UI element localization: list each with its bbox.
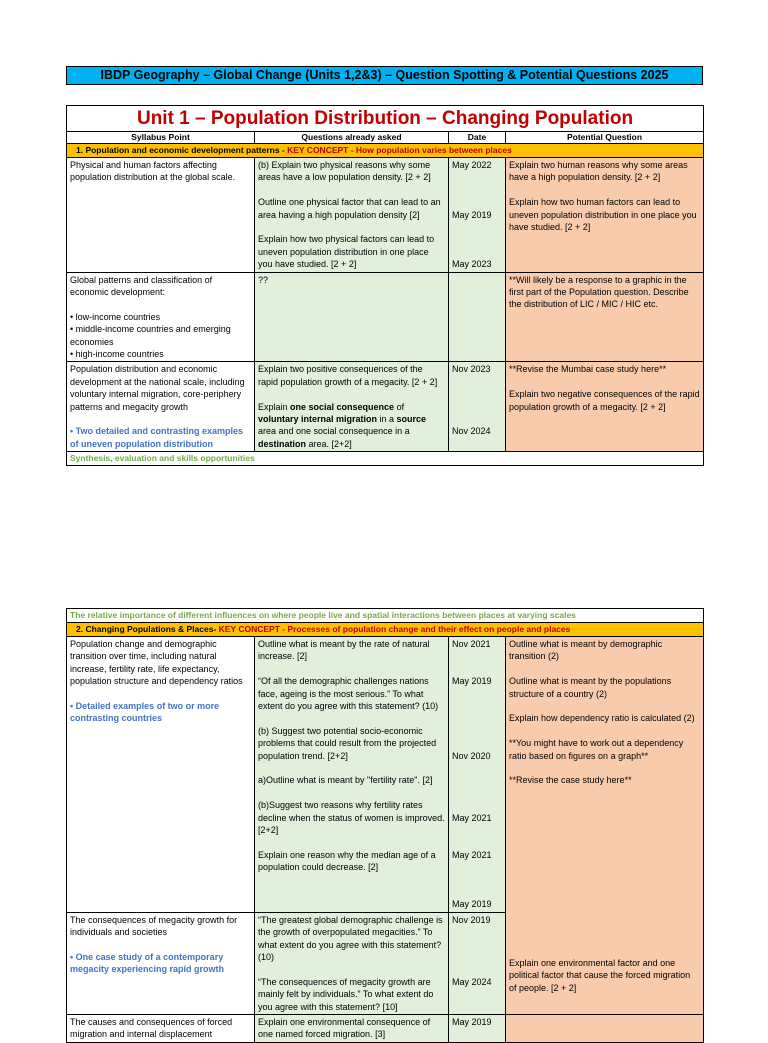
date-cell — [449, 158, 506, 273]
syllabus-point: The causes and consequences of forced migration and internal displacement — [67, 1015, 255, 1043]
date: May 2019 — [452, 209, 492, 220]
date-cell — [449, 637, 506, 913]
questions-cell — [255, 272, 449, 362]
table-row — [67, 1015, 704, 1043]
syllabus-point — [67, 912, 255, 1014]
date: May 2021 — [452, 812, 492, 823]
question: (b) Suggest two potential socio-economic problems that could result from the projected population trend. [2+2] — [258, 725, 437, 761]
question: Explain one reason why the median age of a population could decrease. [2] — [258, 849, 436, 873]
potential-question: Explain two human reasons why some areas have a high population density. [2 + 2] — [509, 160, 688, 183]
unit1-table — [66, 105, 704, 466]
potential-cell — [506, 637, 704, 1015]
date-cell — [449, 272, 506, 362]
potential-cell — [506, 158, 704, 273]
case-study-note: • One case study of a contemporary megacity experiencing rapid growth — [70, 952, 225, 975]
potential-question: Explain one environmental factor and one political factor that cause the forced migration of people. [2 + 2] — [509, 957, 691, 993]
question: a)Outline what is meant by "fertility rate". [2] — [258, 775, 433, 786]
questions-cell — [255, 362, 449, 452]
key-concept: KEY CONCEPT - Processes of population change and their effect on people and places — [218, 624, 571, 634]
header-syllabus: Syllabus Point — [67, 132, 255, 144]
unit1-concept-row — [67, 144, 704, 158]
unit2-intro-row: The relative importance of different influences on where people live and spatial interactions between places at varying scales — [67, 609, 704, 623]
potential-question: **You might have to work out a dependency ratio based on figures on a graph** — [509, 738, 684, 761]
table-row — [67, 637, 704, 913]
bullet: • high-income countries — [70, 349, 164, 360]
concept-label: 1. Population and economic development patterns - — [76, 145, 288, 155]
date: May 2022 — [452, 160, 492, 170]
syllabus-point — [67, 272, 255, 362]
date: Nov 2021 — [452, 639, 491, 649]
table-row — [67, 158, 704, 273]
table-row — [67, 362, 704, 452]
potential-question: **Will likely be a response to a graphic in the first part of the Population question. Describe the distribution of LIC / MIC / HIC etc. — [509, 274, 689, 310]
date: May 2024 — [452, 976, 492, 987]
syllabus-point — [67, 637, 255, 913]
question: Outline what is meant by the rate of natural increase. [2] — [258, 639, 430, 662]
unit1-header-row — [67, 132, 704, 144]
potential-question: Outline what is meant by demographic transition (2) — [509, 639, 663, 662]
questions-cell — [255, 912, 449, 1014]
question: “Of all the demographic challenges nations face, ageing is the most serious.” To what extent do you agree with this statement? (10) — [258, 676, 439, 712]
header-potential: Potential Question — [506, 132, 704, 144]
case-study-note: • Two detailed and contrasting examples of uneven population distribution — [70, 426, 244, 449]
syllabus-text: Population distribution and economic development at the national scale, including voluntary internal migration, core-periphery patterns and megacity growth — [70, 364, 245, 412]
potential-cell — [506, 1015, 704, 1043]
potential-question: Explain how dependency ratio is calculated (2) — [509, 713, 695, 724]
syllabus-text: Population change and demographic transition over time, including natural increase, fertility rate, life expectancy, population structure and dependency ratios — [70, 639, 243, 687]
question: Explain how two physical factors can lead to uneven population distribution in one place you have studied. [2 + 2] — [258, 234, 435, 270]
potential-question: Outline what is meant by the populations structure of a country (2) — [509, 676, 672, 699]
potential-question: **Revise the Mumbai case study here** — [509, 364, 667, 375]
date: May 2019 — [452, 899, 492, 910]
header-questions: Questions already asked — [255, 132, 449, 144]
syllabus-point — [67, 362, 255, 452]
questions-cell — [255, 158, 449, 273]
potential-cell — [506, 362, 704, 452]
date: May 2019 — [452, 676, 492, 687]
document-banner: IBDP Geography – Global Change (Units 1,2&3) – Question Spotting & Potential Questions 2025 — [66, 66, 703, 85]
synthesis-row: Synthesis, evaluation and skills opportunities — [67, 452, 704, 466]
question: (b) Explain two physical reasons why some areas have a low population density. [2 + 2] — [258, 160, 431, 183]
case-study-note: • Detailed examples of two or more contrasting countries — [70, 701, 220, 724]
table-row — [67, 272, 704, 362]
date: Nov 2024 — [452, 426, 491, 437]
question: “The greatest global demographic challenge is the growth of overpopulated megacities.” To what extent do you agree with this statement? (10) — [258, 914, 443, 963]
question: “The consequences of megacity growth are mainly felt by individuals.” To what extent do you agree with this statement? [10] — [258, 976, 434, 1012]
question: (b)Suggest two reasons why fertility rates decline when the status of women is improved. [2+2] — [258, 800, 445, 836]
potential-question: **Revise the case study here** — [509, 775, 632, 786]
date: May 2021 — [452, 849, 492, 860]
potential-question: Explain two negative consequences of the rapid population growth of a megacity. [2 + 2] — [509, 389, 700, 412]
date: Nov 2019 — [452, 914, 491, 925]
date-cell: May 2019 — [449, 1015, 506, 1043]
bullet: • middle-income countries and emerging economies — [70, 324, 231, 347]
header-date: Date — [449, 132, 506, 144]
syllabus-text: Global patterns and classification of economic development: — [70, 274, 213, 298]
key-concept: KEY CONCEPT - How population varies between places — [287, 145, 512, 155]
date: Nov 2023 — [452, 364, 491, 375]
question: Explain one social consequence of voluntary internal migration in a source area and one social consequence in a destination area. [2+2] — [258, 401, 427, 449]
potential-cell — [506, 272, 704, 362]
syllabus-text: The consequences of megacity growth for individuals and societies — [70, 914, 238, 938]
concept-label: 2. Changing Populations & Places- — [76, 624, 219, 634]
unit1-title: Unit 1 – Population Distribution – Changing Population — [67, 106, 704, 132]
questions-cell: Explain one environmental consequence of one named forced migration. [3] — [255, 1015, 449, 1043]
question: Explain two positive consequences of the rapid population growth of a megacity. [2 + 2] — [258, 364, 438, 387]
date-cell — [449, 912, 506, 1014]
questions-cell — [255, 637, 449, 913]
unit2-table — [66, 608, 704, 1043]
date: Nov 2020 — [452, 750, 491, 761]
potential-question: Explain how two human factors can lead to uneven population distribution in one place you have studied. [2 + 2] — [509, 197, 697, 233]
question: ?? — [258, 274, 269, 285]
bullet: • low-income countries — [70, 311, 161, 322]
syllabus-point: Physical and human factors affecting population distribution at the global scale. — [67, 158, 255, 273]
date-cell — [449, 362, 506, 452]
unit2-concept-row — [67, 623, 704, 637]
question: Outline one physical factor that can lead to an area having a high population density [2] — [258, 197, 441, 220]
date: May 2023 — [452, 259, 492, 270]
